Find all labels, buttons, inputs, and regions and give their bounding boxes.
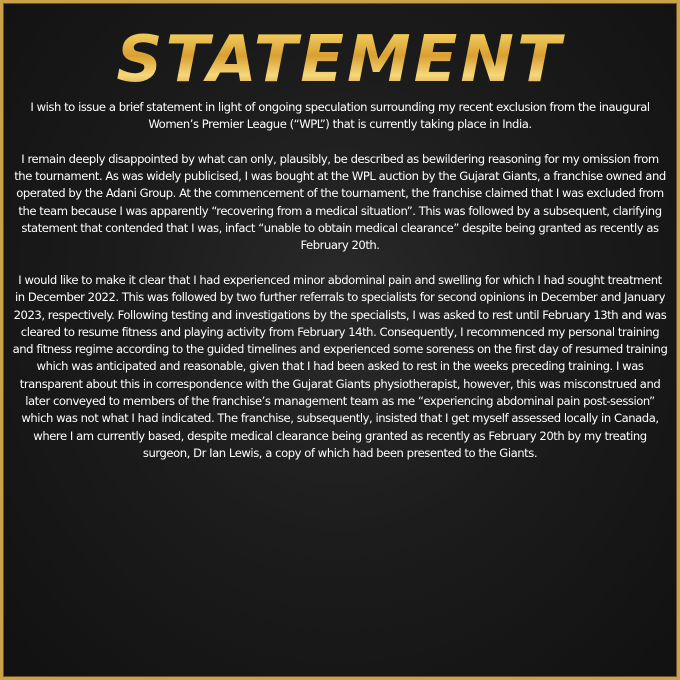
statement-title: STATEMENT bbox=[3, 3, 677, 99]
statement-body bbox=[12, 99, 668, 462]
statement-paragraph-2: I remain deeply disappointed by what can only, plausibly, be described as bewildering reasoning for my omission from the tournament. As was widely publicised, I was bought at the WPL auction by the Gujarat Giants, a franchise owned and operated by the Adani Group. At the commencement of the tournament, the franchise claimed that I was excluded from the team because I was apparently “recovering from a medical situation”. This was followed by a subsequent, clarifying statement that contended that I was, infact “unable to obtain medical clearance” despite being granted as recently as February 20th. bbox=[14, 151, 666, 253]
statement-paragraph-3: I would like to make it clear that I had experienced minor abdominal pain and swelling for which I had sought treatment in December 2022. This was followed by two further referrals to specialists for second opinions in December and January 2023, respectively. Following testing and investigations by the specialists, I was asked to rest until February 13th and was cleared to resume fitness and playing activity from February 14th. Consequently, I recommenced my personal training and fitness regime according to the guided timelines and experienced some soreness on the first day of resumed training which was anticipated and reasonable, given that I had been asked to rest in the weeks preceding training. I was transparent about this in correspondence with the Gujarat Giants physiotherapist, however, this was misconstrued and later conveyed to members of the franchise’s management team as me “experiencing abdominal pain post-session” which was not what I had indicated. The franchise, subsequently, insisted that I get myself assessed locally in Canada, where I am currently based, despite medical clearance being granted as recently as February 20th by my treating surgeon, Dr Ian Lewis, a copy of which had been presented to the Giants. bbox=[12, 272, 668, 460]
statement-paragraph-1: I wish to issue a brief statement in light of ongoing speculation surrounding my recent exclusion from the inaugural Women’s Premier League (“WPL”) that is currently taking place in India. bbox=[30, 100, 650, 132]
